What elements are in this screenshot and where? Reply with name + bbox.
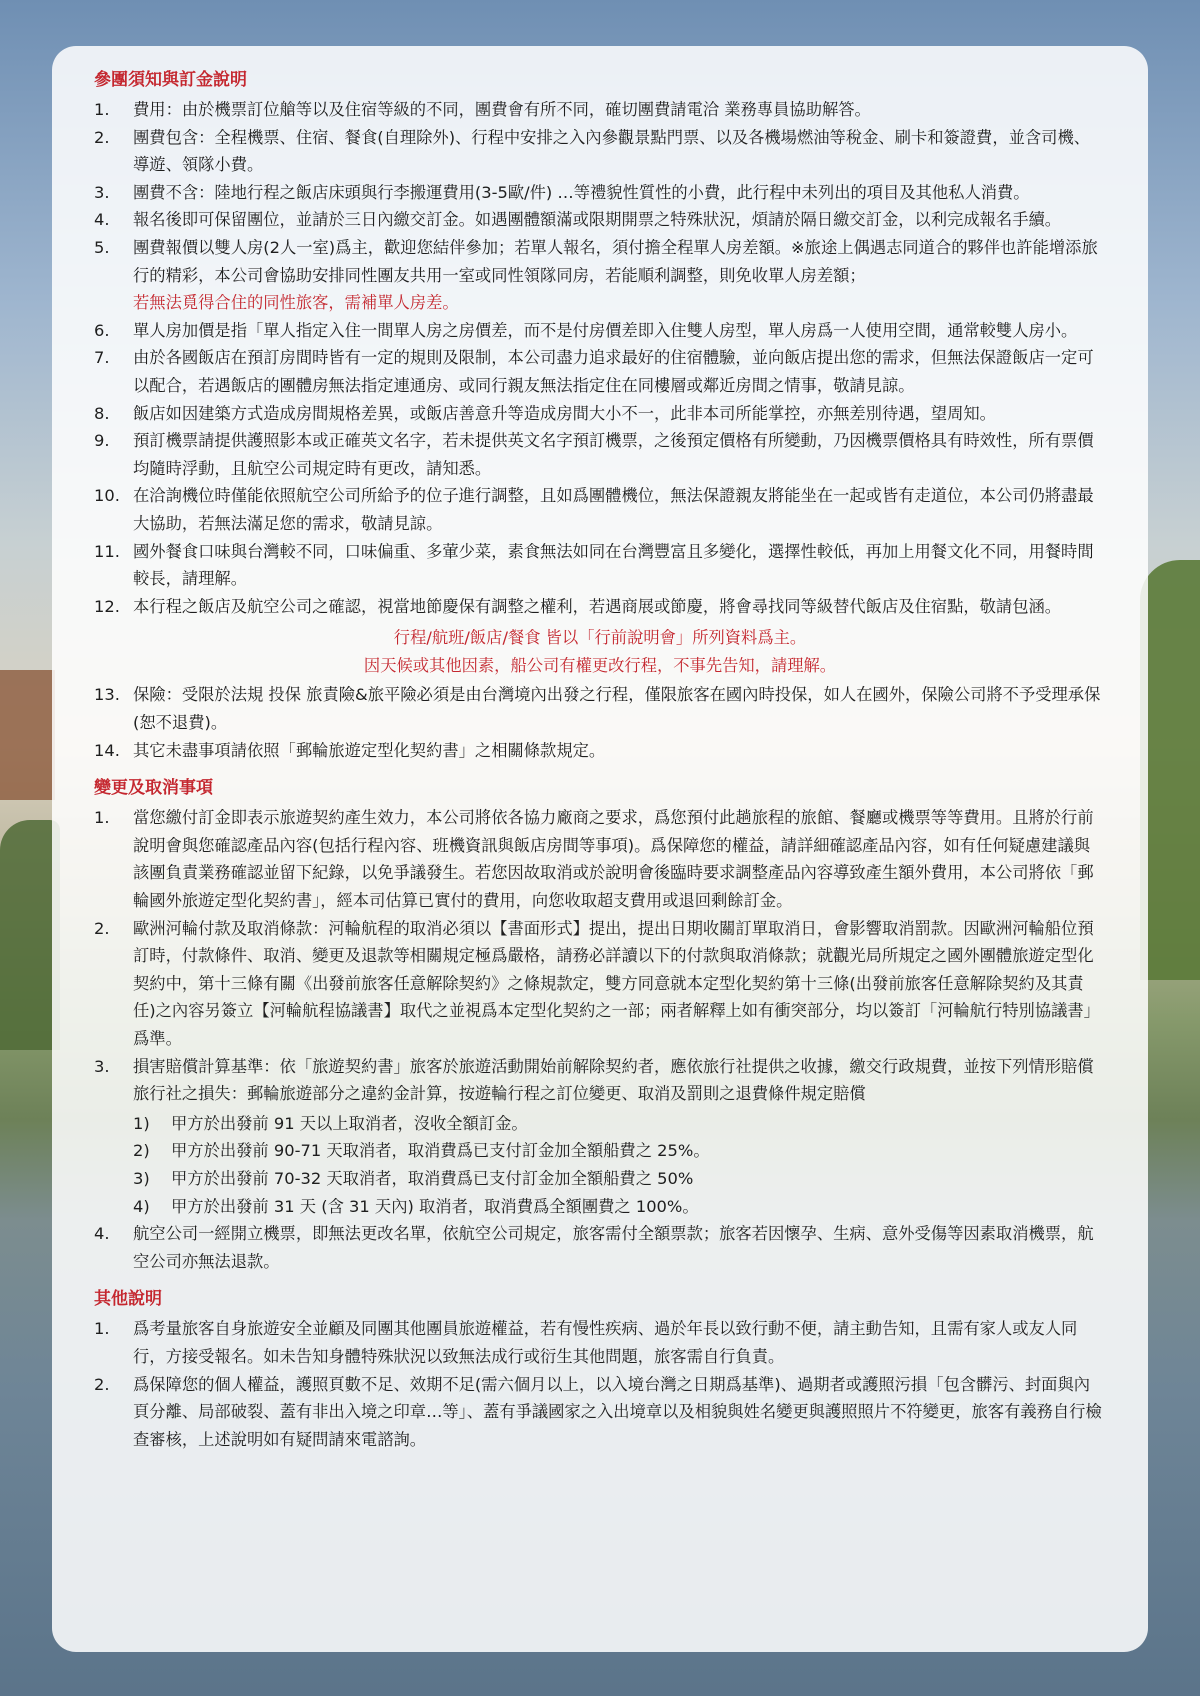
item-number: 13. [94,685,120,705]
penalty-item [133,1165,1106,1193]
item-text: 損害賠償計算基準：依「旅遊契約書」旅客於旅遊活動開始前解除契約者，應依旅行社提供之收據，繳交行政規費，並按下列情形賠償旅行社之損失：郵輪旅遊部分之違約金計算，按遊輪行程之訂位變更、取消及罰則之退費條件規定賠償 [133,1056,1094,1104]
item-text: 報名後即可保留團位，並請於三日內繳交訂金。如遇團體額滿或限期開票之特殊狀況，煩請於隔日繳交訂金，以利完成報名手續。 [133,210,1062,230]
item-number: 1. [94,1319,110,1339]
penalty-number: 3) [133,1168,150,1188]
penalty-number: 1) [133,1113,150,1133]
section-title-notes: 參團須知與訂金說明 [94,70,247,90]
penalty-item [133,1137,1106,1165]
penalty-number: 2) [133,1141,150,1161]
list-item [94,1371,1106,1454]
item-text: 團費包含：全程機票、住宿、餐食(自理除外)、行程中安排之入內參觀景點門票、以及各機場燃油等稅金、刷卡和簽證費，並含司機、導遊、領隊小費。 [133,127,1091,175]
section-title-cancel: 變更及取消事項 [94,778,213,799]
penalty-number: 4) [133,1196,150,1216]
section-title-other: 其他說明 [94,1289,162,1310]
item-text-wrap [133,1053,1106,1221]
item-text: 團費報價以雙人房(2人一室)爲主，歡迎您結伴參加；若單人報名，須付擔全程單人房差額。※旅途上偶遇志同道合的夥伴也許能增添旅行的精彩，本公司會協助安排同性團友共用一室或同性領隊同房，若能順利調整，則免收單人房差額； [133,237,1098,285]
item-number: 4. [94,210,110,230]
item-text: 其它未盡事項請依照「郵輪旅遊定型化契約書」之相關條款規定。 [133,740,606,760]
penalty-item [133,1193,1106,1221]
background-tree-right [1140,560,1200,980]
notes-list-continued [94,681,1106,764]
item-text: 國外餐食口味與台灣較不同，口味偏重、多葷少菜，素食無法如同在台灣豐富且多變化，選擇性較低，再加上用餐文化不同，用餐時間較長，請理解。 [133,541,1094,589]
item-text: 爲保障您的個人權益，護照頁數不足、效期不足(需六個月以上，以入境台灣之日期爲基準)、過期者或護照污損「包含髒污、封面與內頁分離、局部破裂、蓋有非出入境之印章…等」、蓋有爭議國家之入出境章以及相貌與姓名變更與護照照片不符變更，旅客有義務自行檢查審核，上述說明如有疑問請來電諮詢。 [133,1374,1102,1449]
item-text: 單人房加價是指「單人指定入住一間單人房之房價差，而不是付房價差即入住雙人房型，單人房爲一人使用空間，通常較雙人房小。 [133,320,1078,340]
list-item [94,124,1106,179]
list-item [94,804,1106,914]
item-number: 1. [94,808,110,828]
item-text: 飯店如因建築方式造成房間規格差異，或飯店善意升等造成房間大小不一，此非本司所能掌控，亦無差別待遇，望周知。 [133,403,996,423]
item-text: 由於各國飯店在預訂房間時皆有一定的規則及限制，本公司盡力追求最好的住宿體驗，並向飯店提出您的需求，但無法保證飯店一定可以配合，若遇飯店的團體房無法指定連通房、或同行親友無法指定住在同樓層或鄰近房間之情事，敬請見諒。 [133,348,1094,395]
list-item [94,681,1106,736]
item-text: 當您繳付訂金即表示旅遊契約產生效力，本公司將依各協力廠商之要求，爲您預付此趟旅程的旅館、餐廳或機票等等費用。且將於行前說明會與您確認產品內容(包括行程內容、班機資訊與飯店房間等事項)。爲保障您的權益，請詳細確認產品內容，如有任何疑慮建議與該團負責業務確認並留下紀錄，以免爭議發生。若您因故取消或於說明會後臨時要求調整產品內容導致產生額外費用，本公司將依「郵輪國外旅遊定型化契約書」，經本司估算已實付的費用，向您收取超支費用或退回剩餘訂金。 [133,808,1094,911]
penalty-text: 甲方於出發前 90-71 天取消者，取消費爲已支付訂金加全額船費之 25%。 [171,1141,710,1161]
list-item [94,482,1106,537]
item-number: 8. [94,403,110,423]
item-number: 10. [94,486,120,506]
list-item [94,915,1106,1053]
item-text: 爲考量旅客自身旅遊安全並顧及同團其他團員旅遊權益，若有慢性疾病、過於年長以致行動不便，請主動告知，且需有家人或友人同行，方接受報名。如未告知身體特殊狀況以致無法成行或衍生其他問題，旅客需自行負責。 [133,1319,1078,1366]
list-item [94,538,1106,593]
item-text: 歐洲河輪付款及取消條款：河輪航程的取消必須以【書面形式】提出，提出日期收關訂單取消日，會影響取消罰款。因歐洲河輪船位預訂時，付款條件、取消、變更及退款等相關規定極爲嚴格，請務必詳讀以下的付款與取消條款；就觀光局所規定之國外團體旅遊定型化契約中，第十三條有關《出發前旅客任意解除契約》之條規款定，雙方同意就本定型化契約第十三條(出發前旅客任意解除契約及其責任)之內容另簽立【河輪航程協議書】取代之並視爲本定型化契約之一部；兩者解釋上如有衝突部分，均以簽訂「河輪航行特別協議書」爲準。 [133,918,1100,1048]
list-item [94,317,1106,345]
item-text-wrap [133,234,1106,317]
list-item [94,96,1106,124]
penalty-text: 甲方於出發前 70-32 天取消者，取消費爲已支付訂金加全額船費之 50% [171,1168,694,1188]
list-item [94,1053,1106,1221]
highlight-text: 若無法覓得合住的同性旅客，需補單人房差。 [133,293,459,313]
item-text: 保險：受限於法規 投保 旅責險&旅平險必須是由台灣境內出發之行程，僅限旅客在國內時投保，如人在國外，保險公司將不予受理承保(恕不退費)。 [133,685,1101,733]
item-text: 在洽詢機位時僅能依照航空公司所給予的位子進行調整，且如爲團體機位，無法保證親友將能坐在一起或皆有走道位，本公司仍將盡最大協助，若無法滿足您的需求，敬請見諒。 [133,486,1094,533]
item-number: 12. [94,596,120,616]
content-card [52,46,1148,1652]
item-text: 航空公司一經開立機票，即無法更改名單，依航空公司規定，旅客需付全額票款；旅客若因懷孕、生病、意外受傷等因素取消機票，航空公司亦無法退款。 [133,1224,1094,1271]
list-item [94,427,1106,482]
list-item [94,344,1106,399]
item-number: 7. [94,348,110,368]
item-number: 14. [94,740,120,760]
list-item [94,179,1106,207]
notes-list [94,96,1106,620]
list-item [94,234,1106,317]
item-number: 2. [94,127,110,147]
notice-line: 行程/航班/飯店/餐食 皆以「行前說明會」所列資料爲主。 [393,628,807,648]
list-item [94,593,1106,621]
list-item [94,206,1106,234]
item-number: 2. [94,1374,110,1394]
notice-block [94,624,1106,679]
item-text: 預訂機票請提供護照影本或正確英文名字，若未提供英文名字預訂機票，之後預定價格有所變動，乃因機票價格具有時效性，所有票價均隨時浮動，且航空公司規定時有更改，請知悉。 [133,431,1094,478]
background-building [0,670,55,800]
item-text: 費用：由於機票訂位艙等以及住宿等級的不同，團費會有所不同，確切團費請電洽 業務專員協助解答。 [133,100,871,119]
notice-line: 因天候或其他因素，船公司有權更改行程，不事先告知，請理解。 [363,655,837,675]
list-item [94,1220,1106,1275]
list-item [94,1315,1106,1370]
item-number: 4. [94,1224,110,1244]
item-text: 團費不含：陸地行程之飯店床頭與行李搬運費用(3-5歐/件) …等禮貌性質性的小費，此行程中未列出的項目及其他私人消費。 [133,182,1030,202]
item-text: 本行程之飯店及航空公司之確認，視當地節慶保有調整之權利，若遇商展或節慶，將會尋找同等級替代飯店及住宿點，敬請包涵。 [133,596,1062,616]
penalty-text: 甲方於出發前 91 天以上取消者，沒收全額訂金。 [171,1113,528,1133]
item-number: 11. [94,541,120,561]
item-number: 1. [94,100,110,119]
item-number: 9. [94,431,110,451]
item-number: 3. [94,182,110,202]
penalty-text: 甲方於出發前 31 天 (含 31 天內) 取消者，取消費爲全額團費之 100%。 [171,1196,699,1216]
list-item [94,400,1106,428]
other-list [94,1315,1106,1453]
penalty-item [133,1110,1106,1138]
cancel-list [94,804,1106,1275]
item-number: 5. [94,237,110,257]
item-number: 6. [94,320,110,340]
item-number: 2. [94,918,110,938]
penalty-list [133,1110,1106,1220]
background-tree-left [0,820,60,1050]
list-item [94,737,1106,765]
item-number: 3. [94,1056,110,1076]
